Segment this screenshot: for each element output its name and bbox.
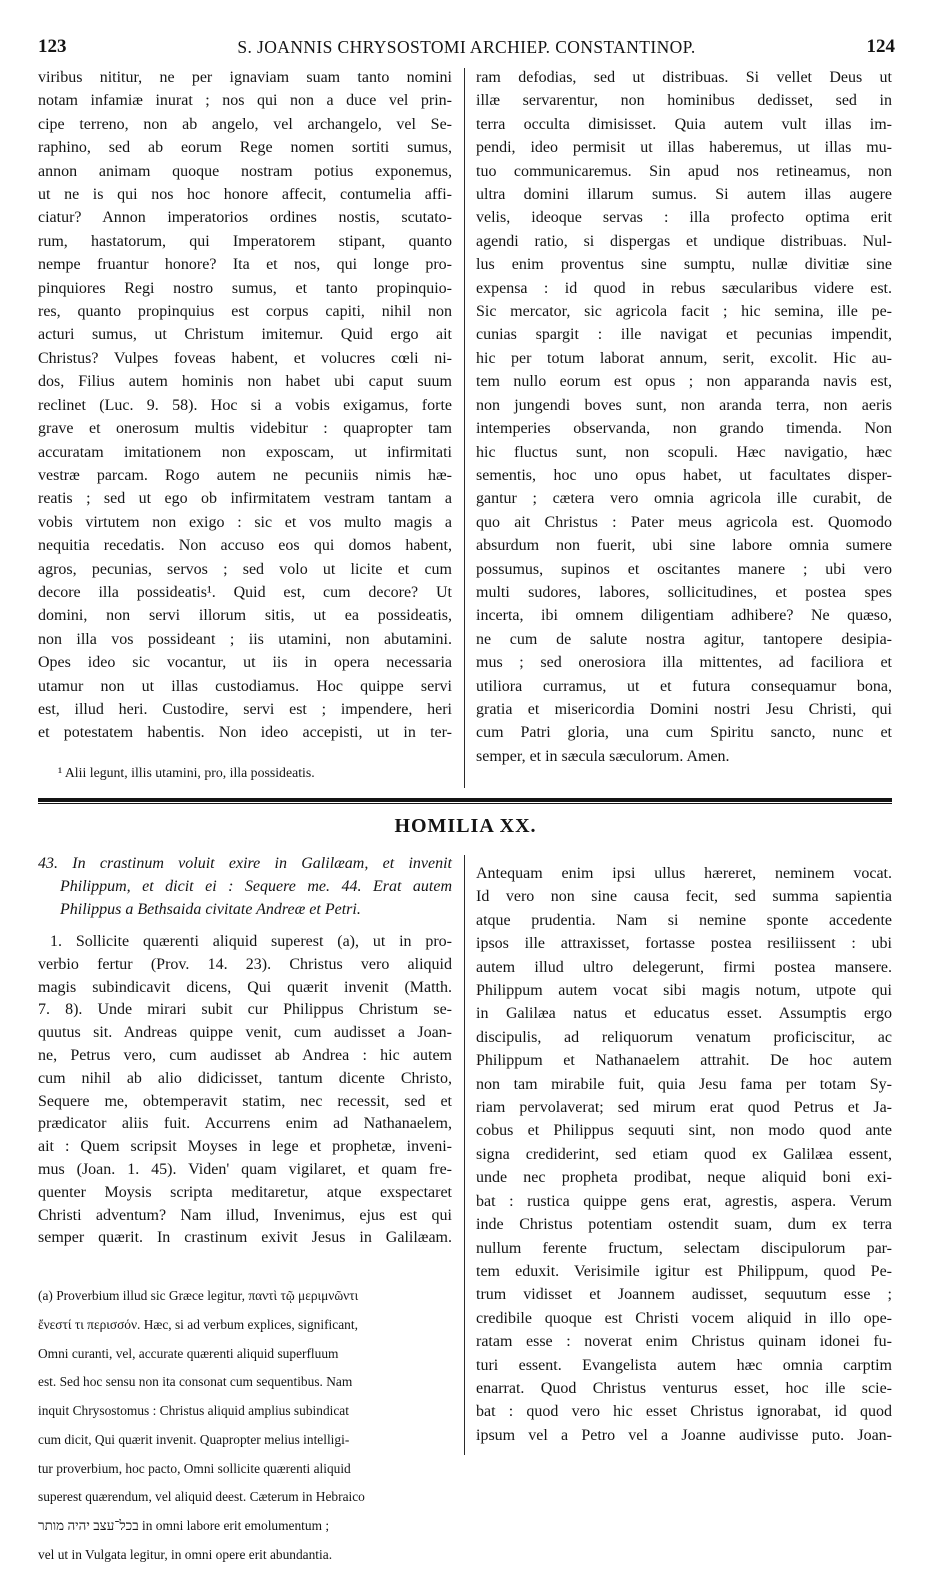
text-line: semper, et in sæcula sæculorum. Amen. [476,747,730,765]
text-line: quo ait Christus : Pater meus agricola est. Quomodo [476,513,892,531]
text-line: 1. Sollicite quærenti aliquid superest (a), ut in pro- [50,933,452,950]
text-line: turi essent. Evangelista autem hæc omnia carptim [476,1356,892,1374]
text-line: Sic mercator, sic agricola facit ; hic semina, ille pe- [476,303,892,321]
lower-left-column [38,931,452,1250]
text-line: tem eduxit. Verisimile igitur est Philippum, quod Pe- [476,1262,892,1280]
text-line: nullum ferente fructum, selectam discipulorum par- [476,1239,892,1257]
text-line: Opes ideo sic vocantur, ut iis in opera necessaria [38,654,452,672]
text-line: quenter Moysis scripta meditaretur, atque exspectaret [38,1183,452,1201]
text-line: agendi ratio, si dispergas et undique distribuas. Nul- [476,232,892,250]
text-line: et potestatem habentis. Non ideo accepisti, ut in ter- [38,724,452,742]
text-line: vestræ parcam. Rogo autem ne pecuniis nimis hæ- [38,466,452,484]
text-line: est. Sed hoc sensu non ita consonat cum sequentibus. Nam [38,1374,353,1390]
text-line: discipulis, ad reliquorum venatum proficiscitur, ac [476,1028,892,1046]
running-title: S. JOANNIS CHRYSOSTOMI ARCHIEP. CONSTANTINOP. [237,37,696,57]
text-line: expensa : id quod in rebus sæcularibus videre est. [476,279,892,297]
text-line: annon animam quoque nostram potius exponemus, [38,162,452,180]
text-line: acturi sumus, ut Christum imitemur. Quid ergo ait [38,326,452,344]
text-line: ne cum de salute nostra agitur, tantopere desipia- [476,630,892,648]
text-line: autem illud ultro delegerunt, firmi postea mansere. [476,958,892,976]
text-line: accuratam imitationem non exposcam, ut infirmitati [38,443,452,461]
text-line: cunias spargit : ille navigat et pecunias impendit, [476,326,892,344]
text-line: Christus? Vulpes foveas habent, et volucres cœli ni- [38,349,452,367]
text-line: vel ut in Vulgata legitur, in omni opere erit abundantia. [38,1546,333,1562]
text-line: nequitia recedatis. Non accuso eos qui domos habent, [38,537,452,555]
text-line: cobus et Philippus sequuti sint, non modo quod ante [476,1122,892,1140]
text-line: gantur ; cætera vero omnia agricola ille curabit, de [476,490,892,508]
page-number-right: 124 [866,36,895,57]
text-line: notam infamiæ inurat ; nos qui non a duce vel prin- [38,92,452,110]
text-line: est, illud heri. Custodire, servi est ; impendere, heri [38,700,452,718]
text-line: (a) Proverbium illud sic Græce legitur, παντὶ τῷ μεριμνῶντι [38,1288,359,1304]
upper-left-footnote: ¹ Alii legunt, illis utamini, pro, illa possideatis. [58,765,315,780]
page-header [38,36,895,62]
text-line: possumus, supinos et oscitantes manere ; ubi vero [476,560,892,578]
text-line: bat : rustica quippe gens erat, agrestis, aspera. Verum [476,1192,892,1210]
text-line: ait : Quem scripsit Moyses in lege et prophetæ, inveni- [38,1138,452,1156]
text-line: sementis, hoc uno opus habet, ut facultates disper- [476,466,892,484]
column-divider-lower [464,855,465,1455]
lower-right-column [476,862,892,1447]
text-line: cum nihil ab alio didicisset, tantum dicente Christo, [38,1069,452,1087]
text-line: enarrat. Quod Christus venturus esset, hoc ille scie- [476,1379,892,1397]
text-line: raphino, sed ab eorum Rege nomen sortiti sumus, [38,139,452,157]
text-line: dos, Filius autem hominis non habet ubi caput suum [38,373,452,391]
text-line: ne, Petrus vero, cum audisset ab Andrea : hic autem [38,1046,452,1064]
text-line: tur proverbium, hoc pacto, Omni sollicite quærenti aliquid [38,1460,351,1476]
text-line: mus (Joan. 1. 45). Viden' quam vigilaret, et quam fre- [38,1160,452,1178]
upper-right-column [476,66,892,768]
text-line: utamur non ut illas custodiamus. Hoc quippe servi [38,677,452,695]
text-line: tuo communicaremus. Sin apud nos retineamus, non [476,162,892,180]
text-line: inde Christus potentiam ostendit suam, dum ex terra [476,1216,892,1234]
column-divider-upper [464,68,465,788]
text-line: Philippus a Bethsaida civitate Andreæ et Petri. [60,900,361,918]
text-line: ἔνεστί τι περισσόν. Hæc, si ad verbum explices, significant, [38,1317,358,1333]
text-line: illæ servarentur, non hominibus dedisset, sed in [476,92,892,110]
text-line: reclinet (Luc. 9. 58). Hoc si a vobis exigamus, forte [38,396,452,414]
text-line: hic fluctus sunt, non scopuli. Hæc navigatio, hæc [476,443,892,461]
text-line: ut ne is qui nos hoc honore affecit, contumelia affi- [38,186,452,204]
text-line: cum Patri gloria, una cum Spiritu sancto, nunc et [476,724,892,742]
page-number-left: 123 [38,36,67,57]
text-line: inquit Chrysostomus : Christus aliquid amplius subindicat [38,1403,349,1419]
text-line: bat : quod vero hic esset Christus ignorabat, id quod [476,1403,892,1421]
text-line: unde nec propheta prodibat, neque aliquid boni exi- [476,1169,892,1187]
text-line: prædicator aliis fuit. Accurrens enim ad Nathanaelem, [38,1115,452,1133]
text-line: ciatur? Annon imperatorios ordines nostis, scutato- [38,209,452,227]
text-line: superest quærendum, vel aliquid deest. Cæterum in Hebraico [38,1489,365,1505]
text-line: tem nullo eorum est opus ; non apparanda navis est, [476,373,892,391]
text-line: trum vidisset et Joannem audisset, sequutum esse ; [476,1286,892,1304]
scripture-lemma [38,853,452,921]
text-line: pinquiores Regi nostro sumus, et tanto propinquio- [38,279,452,297]
text-line: reatis ; sed ut ego ob infirmitatem vestram tantam a [38,490,452,508]
text-line: decore illa possideatis¹. Quid est, cum decore? Ut [38,583,452,601]
text-line: non illa vos possideant ; iis utamini, non abutamini. [38,630,452,648]
text-line: quutus sit. Andreas quippe venit, cum audisset a Joan- [38,1024,452,1042]
text-line: multi sudores, labores, sollicitudines, et postea spes [476,583,892,601]
text-line: atque prudentia. Nam si nemine sponte accedente [476,911,892,929]
text-line: viribus nititur, ne per ignaviam suam tanto nomini [38,69,452,86]
section-rule-thin [38,803,892,804]
text-line: absurdum non fuerit, ubi sine labore omnia sumere [476,537,892,555]
text-line: ram defodias, sed ut distribuas. Si vellet Deus ut [476,69,892,86]
text-line: mus ; sed onerosiora illa mittentes, ad faciliora et [476,654,892,672]
text-line: terra occulta dimisisset. Quia autem vult illas im- [476,115,892,133]
text-line: gratia et misericordia Domini nostri Jesu Christi, qui [476,700,892,718]
text-line: agros, pecunias, servos ; sed volo ut licite et cum [38,560,452,578]
text-line: signa crediderint, sed etiam quod ex Galilæa essent, [476,1145,892,1163]
text-line: Philippum et Nathanaelem attrahit. De hoc autem [476,1052,892,1070]
text-line: lus enim proventus sine sumptu, nullæ divitiæ sine [476,256,892,274]
text-line: incerta, ibi omnem diligentiam adhibere? Ne quæso, [476,607,892,625]
text-line: ratam esse : noverat enim Christus quinam idonei fu- [476,1333,892,1351]
text-line: Philippum, et dicit ei : Sequere me. 44. Erat autem [60,877,452,895]
text-line: cum dicit, Qui quærit invenit. Quapropter melius intelligi- [38,1431,350,1447]
text-line: domini, non servi illorum sitis, ut ea possideatis, [38,607,452,625]
text-line: cipe terreno, non ab angelo, vel archangelo, vel Se- [38,115,452,133]
text-line: Sequere me, obtemperavit statim, nec recessit, sed et [38,1092,452,1110]
text-line: בכל־עצב יהיה מותר in omni labore erit emolumentum ; [38,1517,330,1533]
homily-title: HOMILIA XX. [394,815,537,837]
text-line: grave et onerosum multis videbitur : quapropter tam [38,420,452,438]
upper-left-column [38,66,452,745]
text-line: pendi, ideo permisit ut illas haberemus, ut illas mu- [476,139,892,157]
text-line: vobis virtutem non exigo : sic et vos multo magis a [38,513,452,531]
text-line: in Galilæa natus et educatus esset. Assumptis ergo [476,1005,892,1023]
text-line: Omni curanti, vel, accurate quærenti aliquid superfluum [38,1345,339,1361]
text-line: riam pervolaverat; sed mirum erat quod Petrus et Ja- [476,1099,892,1117]
text-line: rum, hastatorum, qui Imperatorem stipant, quanto [38,232,452,250]
text-line: magis subindicavit dicens, Qui quærit invenit (Matth. [38,978,452,996]
text-line: Philippum autem vocat sibi magis notum, utpote qui [476,982,892,1000]
text-line: ultra domini illarum sumus. Si autem illas augere [476,186,892,204]
text-line: Id vero non sine causa fecit, sed summa sapientia [476,888,892,906]
text-line: non jungendi boves sunt, non aranda terra, non aeris [476,396,892,414]
text-line: res, quanto propinquius est corpus capiti, nihil non [38,303,452,321]
text-line: hic per totum laborat annum, serit, excolit. Hic au- [476,349,892,367]
text-line: Antequam enim ipsi ullus hæreret, neminem vocat. [476,865,892,882]
text-line: velis, ideoque servas : illa profecto optima erit [476,209,892,227]
section-rule [38,798,892,802]
text-line: Christi adventum? Nam illud, Invenimus, ejus est qui [38,1206,452,1224]
text-line: intemperies observanda, non grando timenda. Non [476,420,892,438]
text-line: 7. 8). Unde mirari subit cur Philippus Christum se- [38,1001,452,1019]
text-line: non tam mirabile fuit, quia Jesu fama per totam Sy- [476,1075,892,1093]
text-line: nempe fruantur honore? Ita et nos, qui longe pro- [38,256,452,274]
text-line: 43. In crastinum voluit exire in Galilæam, et invenit [38,855,452,872]
text-line: verbio fertur (Prov. 14. 23). Christus vero aliquid [38,955,452,973]
lower-left-footnote [38,1275,452,1575]
text-line: semper quærit. In crastinum exivit Jesus in Galilæam. [38,1229,452,1247]
text-line: credibile quoque est Christi vocem aliquid in illo ope- [476,1309,892,1327]
text-line: utiliora curramus, ut et futura consequamur bona, [476,677,892,695]
text-line: ipsum vel a Petro vel a Joanne audivisse puto. Joan- [476,1426,892,1444]
text-line: ipsos ille attraxisset, fortasse postea resiliissent : ubi [476,935,892,953]
